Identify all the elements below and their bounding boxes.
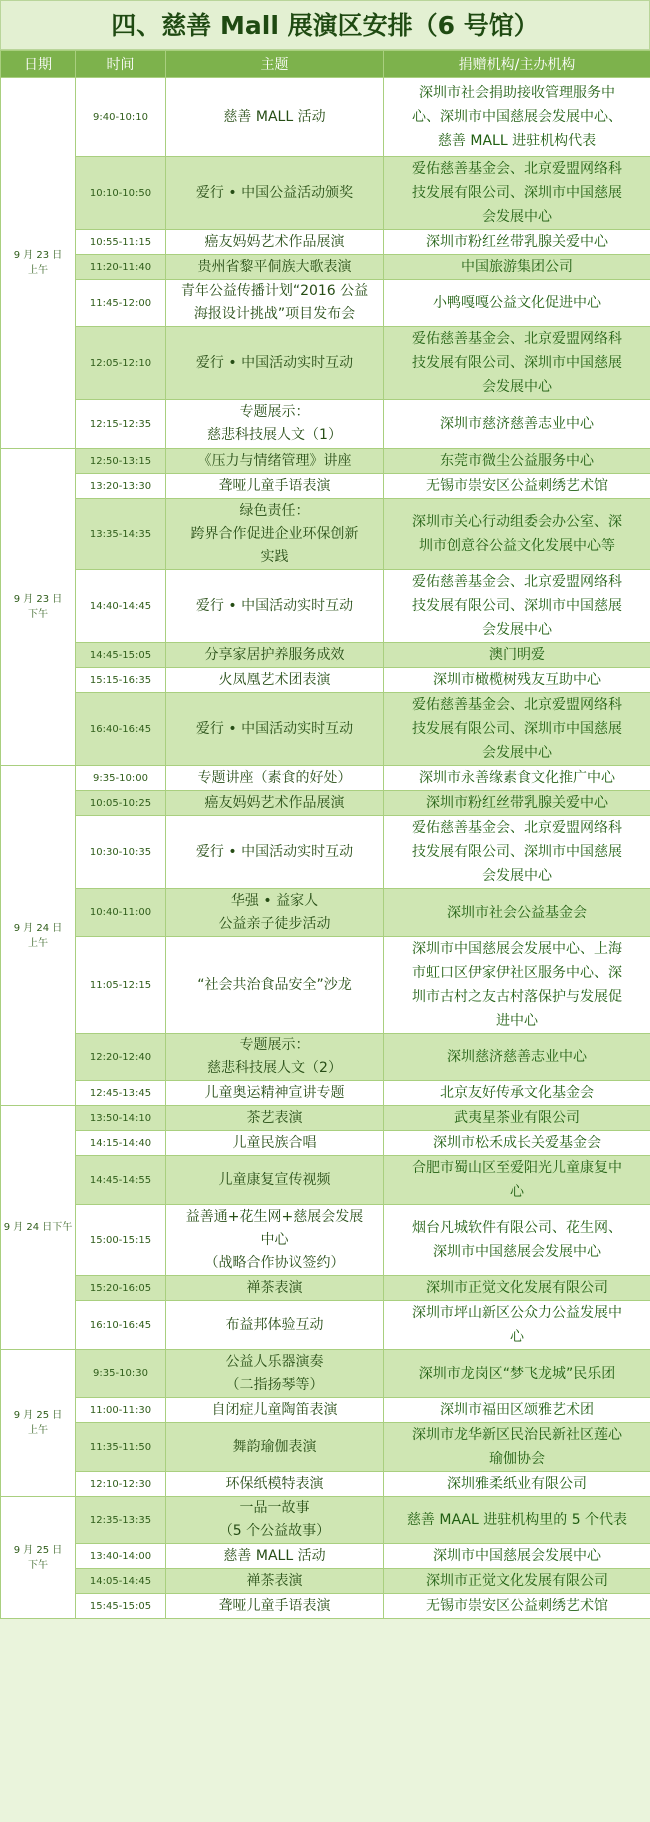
text-line: 爱行 • 中国公益活动颁奖 — [195, 184, 354, 201]
text-line: 茶艺表演 — [246, 1109, 303, 1126]
text-line: 爱行 • 中国活动实时互动 — [195, 720, 354, 737]
org-cell — [384, 570, 650, 643]
topic-cell — [166, 230, 384, 255]
org-cell — [384, 78, 650, 157]
text-line: 会发展中心 — [482, 745, 552, 761]
topic-cell — [166, 816, 384, 889]
time-cell: 11:20-11:40 — [76, 255, 166, 280]
text-line: 无锡市崇安区公益刺绣艺术馆 — [426, 478, 608, 494]
time-cell: 13:35-14:35 — [76, 499, 166, 570]
table-row — [1, 643, 650, 668]
table-row — [1, 937, 650, 1034]
text-line: 会发展中心 — [482, 622, 552, 638]
text-line: 北京友好传承文化基金会 — [440, 1085, 594, 1101]
org-cell — [384, 1569, 650, 1594]
text-line: 爱佑慈善基金会、北京爱盟网络科 — [412, 697, 622, 713]
topic-cell — [166, 1034, 384, 1081]
text-line: 癌友妈妈艺术作品展演 — [204, 794, 345, 811]
table-row — [1, 400, 650, 449]
time-cell: 11:00-11:30 — [76, 1398, 166, 1423]
text-line: 技发展有限公司、深圳市中国慈展 — [412, 598, 622, 614]
time-cell: 9:40-10:10 — [76, 78, 166, 157]
text-line: 禅茶表演 — [246, 1572, 303, 1589]
date-cell — [1, 78, 76, 449]
time-cell: 13:50-14:10 — [76, 1106, 166, 1131]
text-line: 心 — [510, 1329, 524, 1345]
text-line: （战略合作协议签约） — [204, 1254, 345, 1271]
org-cell — [384, 1472, 650, 1497]
org-cell — [384, 889, 650, 937]
text-line: 合肥市蜀山区至爱阳光儿童康复中 — [412, 1160, 622, 1176]
topic-cell — [166, 255, 384, 280]
text-line: 布益邦体验互动 — [225, 1316, 324, 1333]
org-cell — [384, 449, 650, 474]
topic-cell — [166, 1594, 384, 1619]
topic-cell — [166, 1301, 384, 1350]
org-cell — [384, 937, 650, 1034]
text-line: 深圳市正觉文化发展有限公司 — [426, 1280, 608, 1296]
text-line: 慈善 MALL 活动 — [223, 1547, 326, 1564]
topic-cell — [166, 1081, 384, 1106]
date-cell — [1, 1350, 76, 1497]
text-line: 深圳市中国慈展会发展中心、上海 — [412, 941, 622, 957]
org-cell — [384, 766, 650, 791]
text-line: 分享家居护养服务成效 — [204, 646, 345, 663]
topic-cell — [166, 1497, 384, 1544]
org-cell — [384, 1034, 650, 1081]
text-line: 爱佑慈善基金会、北京爱盟网络科 — [412, 574, 622, 590]
table-row — [1, 449, 650, 474]
text-line: 进中心 — [496, 1013, 538, 1029]
topic-cell — [166, 1472, 384, 1497]
org-cell — [384, 327, 650, 400]
table-row — [1, 474, 650, 499]
table-row — [1, 1594, 650, 1619]
table-row — [1, 693, 650, 766]
org-cell — [384, 230, 650, 255]
header-topic: 主题 — [166, 51, 384, 78]
text-line: 儿童康复宣传视频 — [218, 1171, 331, 1188]
org-cell — [384, 668, 650, 693]
table-row — [1, 499, 650, 570]
org-cell — [384, 280, 650, 327]
time-cell: 11:35-11:50 — [76, 1423, 166, 1472]
text-line: 会发展中心 — [482, 379, 552, 395]
text-line: 无锡市崇安区公益刺绣艺术馆 — [426, 1598, 608, 1614]
time-cell: 14:40-14:45 — [76, 570, 166, 643]
text-line: （二指扬琴等） — [225, 1376, 324, 1393]
time-cell: 16:40-16:45 — [76, 693, 166, 766]
time-cell: 15:45-15:05 — [76, 1594, 166, 1619]
text-line: （5 个公益故事） — [218, 1523, 331, 1539]
time-cell: 14:45-15:05 — [76, 643, 166, 668]
time-cell: 15:15-16:35 — [76, 668, 166, 693]
topic-cell — [166, 474, 384, 499]
text-line: 东莞市微尘公益服务中心 — [440, 453, 594, 469]
text-line: 舞韵瑜伽表演 — [232, 1438, 317, 1455]
org-cell — [384, 1106, 650, 1131]
topic-cell — [166, 1423, 384, 1472]
org-cell — [384, 1301, 650, 1350]
text-line: 9 月 25 日 — [13, 1544, 63, 1556]
time-cell: 10:40-11:00 — [76, 889, 166, 937]
topic-cell — [166, 1156, 384, 1205]
org-cell — [384, 693, 650, 766]
text-line: 下午 — [28, 1559, 48, 1571]
org-cell — [384, 1081, 650, 1106]
text-line: 会发展中心 — [482, 868, 552, 884]
topic-cell — [166, 1205, 384, 1276]
table-row — [1, 327, 650, 400]
time-cell: 12:35-13:35 — [76, 1497, 166, 1544]
header-date: 日期 — [1, 51, 76, 78]
text-line: 9 月 24 日下午 — [3, 1222, 73, 1233]
text-line: 深圳市橄榄树残友互助中心 — [433, 672, 601, 688]
text-line: 慈善 MAAL 进驻机构里的 5 个代表 — [406, 1512, 628, 1528]
text-line: 聋哑儿童手语表演 — [218, 1597, 331, 1614]
text-line: 深圳市正觉文化发展有限公司 — [426, 1573, 608, 1589]
text-line: 深圳市坪山新区公众力公益发展中 — [412, 1305, 622, 1321]
org-cell — [384, 1594, 650, 1619]
org-cell — [384, 255, 650, 280]
time-cell: 10:30-10:35 — [76, 816, 166, 889]
table-row — [1, 1081, 650, 1106]
table-row — [1, 1205, 650, 1276]
org-cell — [384, 1544, 650, 1569]
table-row — [1, 1350, 650, 1398]
date-cell — [1, 449, 76, 766]
org-cell — [384, 157, 650, 230]
org-cell — [384, 1276, 650, 1301]
org-cell — [384, 1205, 650, 1276]
text-line: 上午 — [28, 1425, 48, 1436]
text-line: 会发展中心 — [482, 209, 552, 225]
table-row — [1, 1569, 650, 1594]
text-line: 环保纸模特表演 — [225, 1475, 324, 1492]
text-line: 一品一故事 — [239, 1500, 310, 1516]
text-line: “社会共治食品安全”沙龙 — [197, 976, 352, 993]
text-line: 9 月 23 日 — [13, 250, 63, 261]
org-cell — [384, 791, 650, 816]
text-line: 爱行 • 中国活动实时互动 — [195, 597, 354, 614]
text-line: 《压力与情绪管理》讲座 — [197, 452, 352, 469]
date-cell — [1, 766, 76, 1106]
text-line: 深圳雅柔纸业有限公司 — [447, 1476, 587, 1492]
topic-cell — [166, 280, 384, 327]
topic-cell — [166, 766, 384, 791]
topic-cell — [166, 449, 384, 474]
text-line: 自闭症儿童陶笛表演 — [211, 1401, 338, 1418]
text-line: 公益人乐器演奏 — [225, 1353, 324, 1370]
text-line: 武夷星茶业有限公司 — [454, 1110, 580, 1126]
text-line: 爱行 • 中国活动实时互动 — [195, 354, 354, 371]
topic-cell — [166, 889, 384, 937]
text-line: 9 月 25 日 — [13, 1410, 63, 1421]
text-line: 深圳市中国慈展会发展中心 — [433, 1548, 601, 1564]
time-cell: 10:05-10:25 — [76, 791, 166, 816]
text-line: 圳市古村之友古村落保护与发展促 — [412, 989, 622, 1005]
text-line: 深圳市龙华新区民治民新社区莲心 — [412, 1427, 622, 1443]
table-row — [1, 1497, 650, 1544]
text-line: 圳市创意谷公益文化发展中心等 — [419, 538, 615, 554]
header-time: 时间 — [76, 51, 166, 78]
text-line: 中国旅游集团公司 — [461, 259, 573, 275]
date-cell — [1, 1106, 76, 1350]
text-line: 深圳市永善缘素食文化推广中心 — [419, 770, 615, 786]
text-line: 绿色责任： — [239, 502, 310, 519]
table-row — [1, 1276, 650, 1301]
org-cell — [384, 1398, 650, 1423]
table-row — [1, 1156, 650, 1205]
table-row — [1, 78, 650, 157]
header-org: 捐赠机构/主办机构 — [384, 51, 650, 78]
time-cell: 12:45-13:45 — [76, 1081, 166, 1106]
text-line: 益善通+花生网+慈展会发展 — [185, 1208, 364, 1225]
table-row — [1, 816, 650, 889]
text-line: 心 — [510, 1184, 524, 1200]
text-line: 技发展有限公司、深圳市中国慈展 — [412, 721, 622, 737]
time-cell: 16:10-16:45 — [76, 1301, 166, 1350]
time-cell: 9:35-10:30 — [76, 1350, 166, 1398]
time-cell: 9:35-10:00 — [76, 766, 166, 791]
text-line: 禅茶表演 — [246, 1279, 303, 1296]
time-cell: 14:05-14:45 — [76, 1569, 166, 1594]
time-cell: 12:20-12:40 — [76, 1034, 166, 1081]
text-line: 专题展示： — [239, 1037, 310, 1053]
table-row — [1, 791, 650, 816]
topic-cell — [166, 499, 384, 570]
text-line: 深圳市慈济慈善志业中心 — [440, 416, 594, 432]
time-cell: 11:05-12:15 — [76, 937, 166, 1034]
time-cell: 15:00-15:15 — [76, 1205, 166, 1276]
text-line: 儿童奥运精神宣讲专题 — [204, 1084, 345, 1101]
topic-cell — [166, 570, 384, 643]
text-line: 深圳市福田区颂雅艺术团 — [440, 1402, 594, 1418]
text-line: 深圳市粉红丝带乳腺关爱中心 — [426, 234, 608, 250]
table-row — [1, 1106, 650, 1131]
org-cell — [384, 643, 650, 668]
text-line: 专题讲座（素食的好处） — [197, 769, 352, 786]
topic-cell — [166, 668, 384, 693]
table-row — [1, 1472, 650, 1497]
time-cell: 14:15-14:40 — [76, 1131, 166, 1156]
topic-cell — [166, 791, 384, 816]
time-cell: 15:20-16:05 — [76, 1276, 166, 1301]
text-line: 专题展示： — [239, 404, 310, 420]
text-line: 小鸭嘎嘎公益文化促进中心 — [433, 295, 601, 311]
table-row — [1, 1423, 650, 1472]
text-line: 下午 — [28, 609, 48, 620]
time-cell: 10:10-10:50 — [76, 157, 166, 230]
time-cell: 11:45-12:00 — [76, 280, 166, 327]
page-title: 四、慈善 Mall 展演区安排（6 号馆） — [0, 0, 650, 50]
topic-cell — [166, 643, 384, 668]
topic-cell — [166, 1569, 384, 1594]
text-line: 深圳市松禾成长关爱基金会 — [433, 1135, 601, 1151]
org-cell — [384, 1423, 650, 1472]
text-line: 中心 — [260, 1231, 289, 1248]
table-row — [1, 230, 650, 255]
time-cell: 12:50-13:15 — [76, 449, 166, 474]
table-row — [1, 1034, 650, 1081]
text-line: 瑜伽协会 — [489, 1451, 545, 1467]
table-row — [1, 766, 650, 791]
text-line: 癌友妈妈艺术作品展演 — [204, 233, 345, 250]
text-line: 上午 — [28, 937, 48, 949]
text-line: 9 月 24 日 — [13, 922, 63, 934]
table-row — [1, 1301, 650, 1350]
topic-cell — [166, 327, 384, 400]
text-line: 深圳市粉红丝带乳腺关爱中心 — [426, 795, 608, 811]
text-line: 实践 — [260, 548, 289, 565]
text-line: 深圳市社会捐助接收管理服务中 — [419, 85, 615, 101]
schedule-body — [1, 78, 650, 1619]
text-line: 深圳市关心行动组委会办公室、深 — [412, 514, 622, 530]
topic-cell — [166, 1350, 384, 1398]
topic-cell — [166, 78, 384, 157]
topic-cell — [166, 1544, 384, 1569]
topic-cell — [166, 157, 384, 230]
text-line: 慈悲科技展人文（2） — [207, 1060, 342, 1076]
text-line: 爱行 • 中国活动实时互动 — [195, 843, 354, 860]
topic-cell — [166, 400, 384, 449]
table-row — [1, 280, 650, 327]
org-cell — [384, 474, 650, 499]
time-cell: 14:45-14:55 — [76, 1156, 166, 1205]
table-row — [1, 1398, 650, 1423]
text-line: 技发展有限公司、深圳市中国慈展 — [412, 355, 622, 371]
header-row — [1, 51, 650, 78]
topic-cell — [166, 1398, 384, 1423]
org-cell — [384, 1131, 650, 1156]
text-line: 深圳市中国慈展会发展中心 — [433, 1244, 601, 1260]
org-cell — [384, 1156, 650, 1205]
text-line: 市虹口区伊家伊社区服务中心、深 — [412, 965, 622, 981]
text-line: 贵州省黎平侗族大歌表演 — [197, 258, 352, 275]
text-line: 爱佑慈善基金会、北京爱盟网络科 — [412, 161, 622, 177]
text-line: 深圳市龙岗区“梦飞龙城”民乐团 — [418, 1365, 616, 1382]
text-line: 慈悲科技展人文（1） — [207, 427, 342, 443]
table-row — [1, 1544, 650, 1569]
text-line: 华强 • 益家人 — [230, 892, 319, 909]
table-row — [1, 668, 650, 693]
table-row — [1, 1131, 650, 1156]
date-cell — [1, 1497, 76, 1619]
text-line: 深圳慈济慈善志业中心 — [447, 1049, 587, 1065]
text-line: 爱佑慈善基金会、北京爱盟网络科 — [412, 331, 622, 347]
text-line: 跨界合作促进企业环保创新 — [190, 525, 359, 542]
text-line: 技发展有限公司、深圳市中国慈展 — [412, 844, 622, 860]
topic-cell — [166, 1106, 384, 1131]
time-cell: 13:40-14:00 — [76, 1544, 166, 1569]
text-line: 慈善 MALL 进驻机构代表 — [437, 133, 597, 149]
text-line: 青年公益传播计划“2016 公益 — [180, 283, 369, 299]
topic-cell — [166, 937, 384, 1034]
text-line: 火凤凰艺术团表演 — [218, 671, 331, 688]
table-row — [1, 889, 650, 937]
text-line: 澳门明爱 — [489, 647, 545, 663]
text-line: 心、深圳市中国慈展会发展中心、 — [412, 109, 622, 125]
org-cell — [384, 499, 650, 570]
org-cell — [384, 1350, 650, 1398]
org-cell — [384, 816, 650, 889]
time-cell: 12:05-12:10 — [76, 327, 166, 400]
text-line: 爱佑慈善基金会、北京爱盟网络科 — [412, 820, 622, 836]
table-row — [1, 157, 650, 230]
text-line: 公益亲子徒步活动 — [218, 915, 331, 932]
text-line: 技发展有限公司、深圳市中国慈展 — [412, 185, 622, 201]
text-line: 慈善 MALL 活动 — [223, 108, 326, 125]
text-line: 9 月 23 日 — [13, 594, 63, 605]
time-cell: 12:10-12:30 — [76, 1472, 166, 1497]
topic-cell — [166, 693, 384, 766]
topic-cell — [166, 1131, 384, 1156]
org-cell — [384, 400, 650, 449]
text-line: 深圳市社会公益基金会 — [447, 904, 587, 921]
text-line: 烟台凡城软件有限公司、花生网、 — [412, 1220, 622, 1236]
topic-cell — [166, 1276, 384, 1301]
org-cell — [384, 1497, 650, 1544]
text-line: 上午 — [28, 265, 48, 276]
text-line: 海报设计挑战”项目发布会 — [193, 306, 356, 322]
table-row — [1, 570, 650, 643]
time-cell: 13:20-13:30 — [76, 474, 166, 499]
time-cell: 12:15-12:35 — [76, 400, 166, 449]
text-line: 儿童民族合唱 — [232, 1134, 317, 1151]
schedule-table — [0, 50, 650, 1619]
text-line: 聋哑儿童手语表演 — [218, 477, 331, 494]
table-row — [1, 255, 650, 280]
time-cell: 10:55-11:15 — [76, 230, 166, 255]
